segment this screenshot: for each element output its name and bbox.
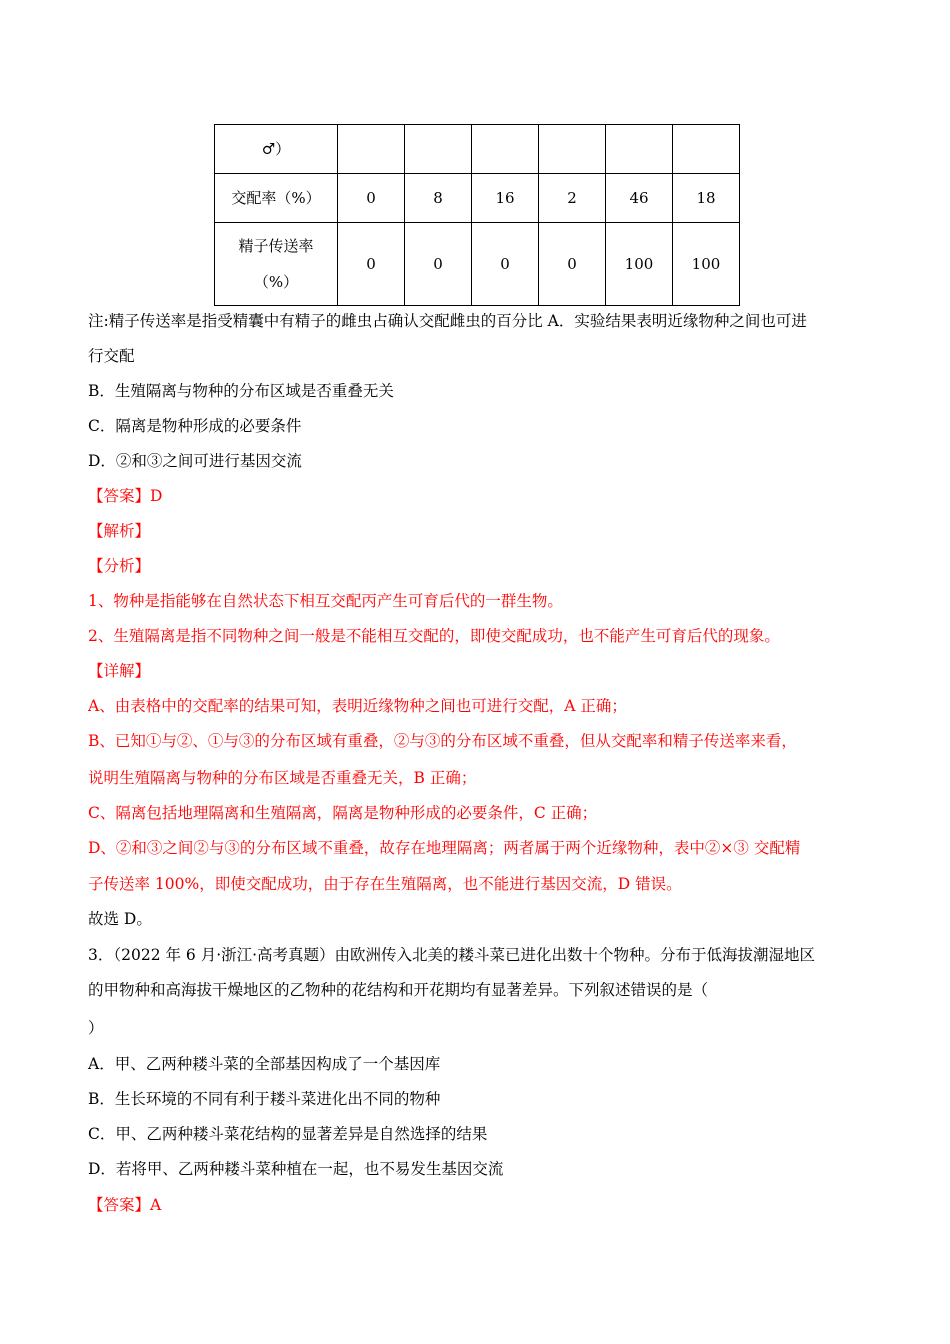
option-c: C．隔离是物种形成的必要条件 [88, 417, 302, 435]
table-cell: 0 [338, 223, 405, 306]
table-cell [606, 125, 673, 174]
row-label: 交配率（%） [215, 174, 338, 223]
fenxi-point: 1、物种是指能够在自然状态下相互交配丙产生可育后代的一群生物。 [88, 592, 563, 610]
table-cell: 0 [539, 223, 606, 306]
option-d: D．若将甲、乙两种耧斗菜种植在一起，也不易发生基因交流 [88, 1160, 504, 1178]
detail-line: D、②和③之间②与③的分布区域不重叠，故存在地理隔离；两者属于两个近缘物种，表中②×③ 交配精 [88, 839, 801, 857]
table-cell: 46 [606, 174, 673, 223]
row-label-line: 精子传送率 [238, 237, 314, 255]
table-cell: 18 [673, 174, 740, 223]
detail-line: B、已知①与②、①与③的分布区域有重叠，②与③的分布区域不重叠，但从交配率和精子传送率来看， [88, 732, 797, 750]
row-label: ♂） [215, 125, 338, 174]
question-stem: ） [88, 1019, 104, 1037]
option-c: C．甲、乙两种耧斗菜花结构的显著差异是自然选择的结果 [88, 1125, 488, 1143]
fenxi-point: 2、生殖隔离是指不同物种之间一般是不能相互交配的，即使交配成功，也不能产生可育后代的现象。 [88, 627, 780, 645]
option-d: D．②和③之间可进行基因交流 [88, 452, 302, 470]
table-cell: 16 [472, 174, 539, 223]
table-row [215, 125, 740, 174]
answer-line [88, 1195, 161, 1215]
question-stem: 的甲物种和高海拔干燥地区的乙物种的花结构和开花期均有显著差异。下列叙述错误的是（ [88, 981, 709, 999]
option-b: B．生长环境的不同有利于耧斗菜进化出不同的物种 [88, 1090, 441, 1108]
table-cell: 2 [539, 174, 606, 223]
option-b: B．生殖隔离与物种的分布区域是否重叠无关 [88, 382, 394, 400]
note-line: 行交配 [88, 347, 135, 365]
answer-value: D [150, 487, 163, 505]
table-cell [338, 125, 405, 174]
note-line: 注:精子传送率是指受精囊中有精子的雌虫占确认交配雌虫的百分比 A．实验结果表明近缘物种之间也可进 [88, 312, 807, 330]
question-stem: 3．（2022 年 6 月·浙江·高考真题）由欧洲传入北美的耧斗菜已进化出数十个物种。分布于低海拔潮湿地区 [88, 946, 816, 964]
table-cell: 100 [606, 223, 673, 306]
answer-label: 【答案】 [88, 1196, 151, 1214]
table-cell: 0 [338, 174, 405, 223]
jiexi-label: 【解析】 [88, 522, 151, 540]
answer-label: 【答案】 [88, 487, 151, 505]
row-label-line: （%） [253, 273, 299, 291]
answer-value: A [150, 1196, 162, 1214]
table-cell [472, 125, 539, 174]
conclusion: 故选 D。 [88, 910, 152, 928]
table-cell: 0 [472, 223, 539, 306]
detail-line: A、由表格中的交配率的结果可知，表明近缘物种之间也可进行交配，A 正确； [88, 697, 627, 715]
detail-line: 子传送率 100%，即使交配成功，由于存在生殖隔离，也不能进行基因交流，D 错误。 [88, 875, 682, 893]
table-cell: 8 [405, 174, 472, 223]
table-row [215, 223, 740, 306]
xiangjie-label: 【详解】 [88, 662, 151, 680]
table-cell [539, 125, 606, 174]
data-table [214, 124, 740, 306]
table-cell: 0 [405, 223, 472, 306]
table-cell: 100 [673, 223, 740, 306]
table-row [215, 174, 740, 223]
fenxi-label: 【分析】 [88, 557, 151, 575]
answer-line [88, 486, 162, 506]
detail-line: 说明生殖隔离与物种的分布区域是否重叠无关，B 正确； [88, 769, 477, 787]
table-cell [673, 125, 740, 174]
row-label [215, 223, 338, 306]
detail-line: C、隔离包括地理隔离和生殖隔离，隔离是物种形成的必要条件，C 正确； [88, 804, 598, 822]
option-a: A．甲、乙两种耧斗菜的全部基因构成了一个基因库 [88, 1055, 441, 1073]
table-cell [405, 125, 472, 174]
